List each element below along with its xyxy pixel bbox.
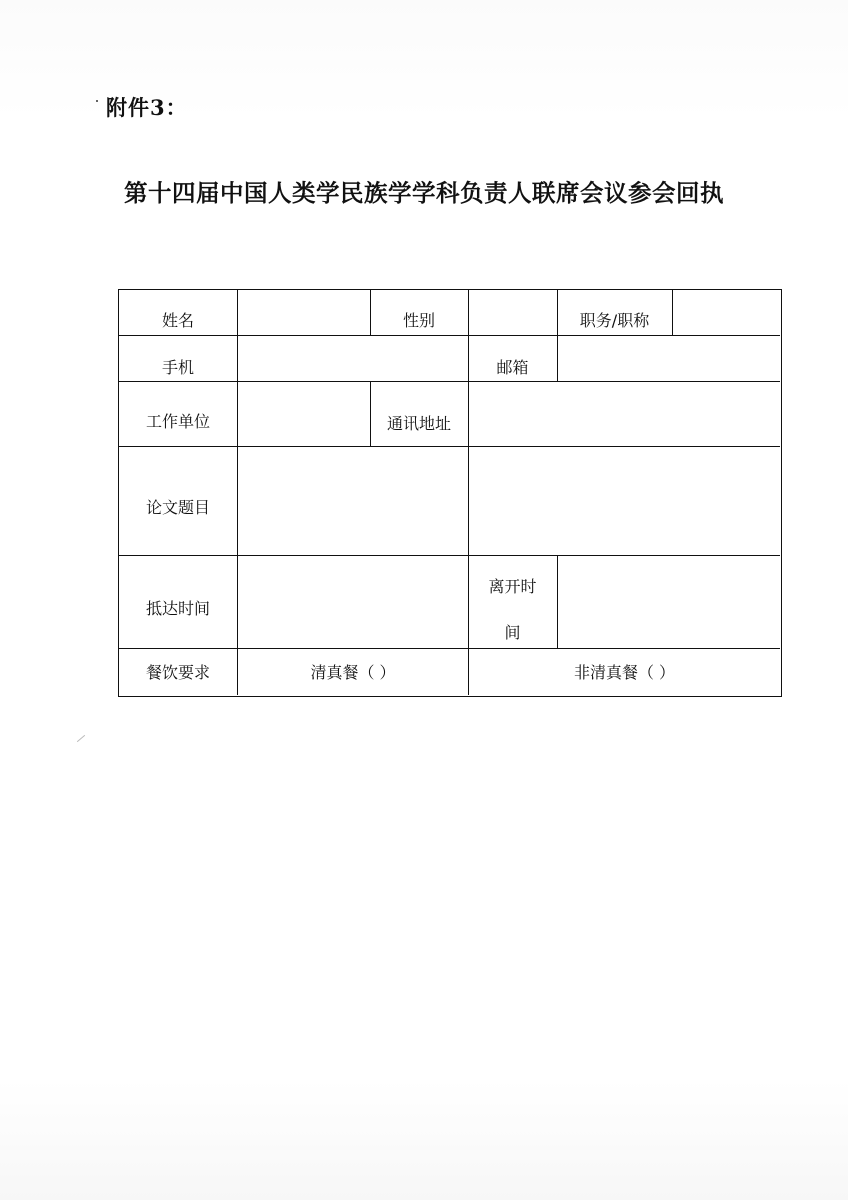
phone-label: 手机 — [161, 358, 194, 377]
registration-form-table — [118, 289, 782, 697]
scan-speck — [96, 100, 98, 102]
gender-field[interactable] — [469, 290, 557, 335]
email-label: 邮箱 — [496, 358, 529, 377]
document-title: 第十四届中国人类学民族学学科负责人联席会议参会回执 — [124, 179, 724, 207]
paper-title-field[interactable] — [238, 447, 780, 555]
diet-requirement-label: 餐饮要求 — [145, 663, 210, 682]
position-label: 职务/职称 — [579, 310, 650, 330]
paper-title-label: 论文题目 — [145, 497, 210, 517]
address-label: 通讯地址 — [386, 413, 451, 433]
departure-time-label-line2: 间 — [504, 622, 521, 642]
arrival-time-label: 抵达时间 — [145, 598, 210, 618]
scan-mark — [77, 735, 85, 742]
halal-meal-option[interactable]: 清真餐（ ） — [310, 663, 396, 682]
email-field[interactable] — [558, 336, 780, 381]
workplace-label: 工作单位 — [145, 411, 210, 431]
phone-field[interactable] — [238, 336, 468, 381]
departure-time-field[interactable] — [558, 556, 780, 648]
name-field[interactable] — [238, 290, 370, 335]
gender-label: 性别 — [402, 310, 435, 330]
attachment-label: 附件3： — [106, 95, 188, 120]
departure-time-label — [468, 563, 557, 656]
address-field[interactable] — [469, 382, 780, 446]
arrival-time-field[interactable] — [238, 556, 468, 648]
workplace-field[interactable] — [238, 382, 370, 446]
departure-time-label-line1: 离开时 — [488, 576, 537, 596]
non-halal-meal-option[interactable]: 非清真餐（ ） — [573, 663, 676, 682]
name-label: 姓名 — [161, 310, 194, 330]
position-field[interactable] — [673, 290, 780, 335]
